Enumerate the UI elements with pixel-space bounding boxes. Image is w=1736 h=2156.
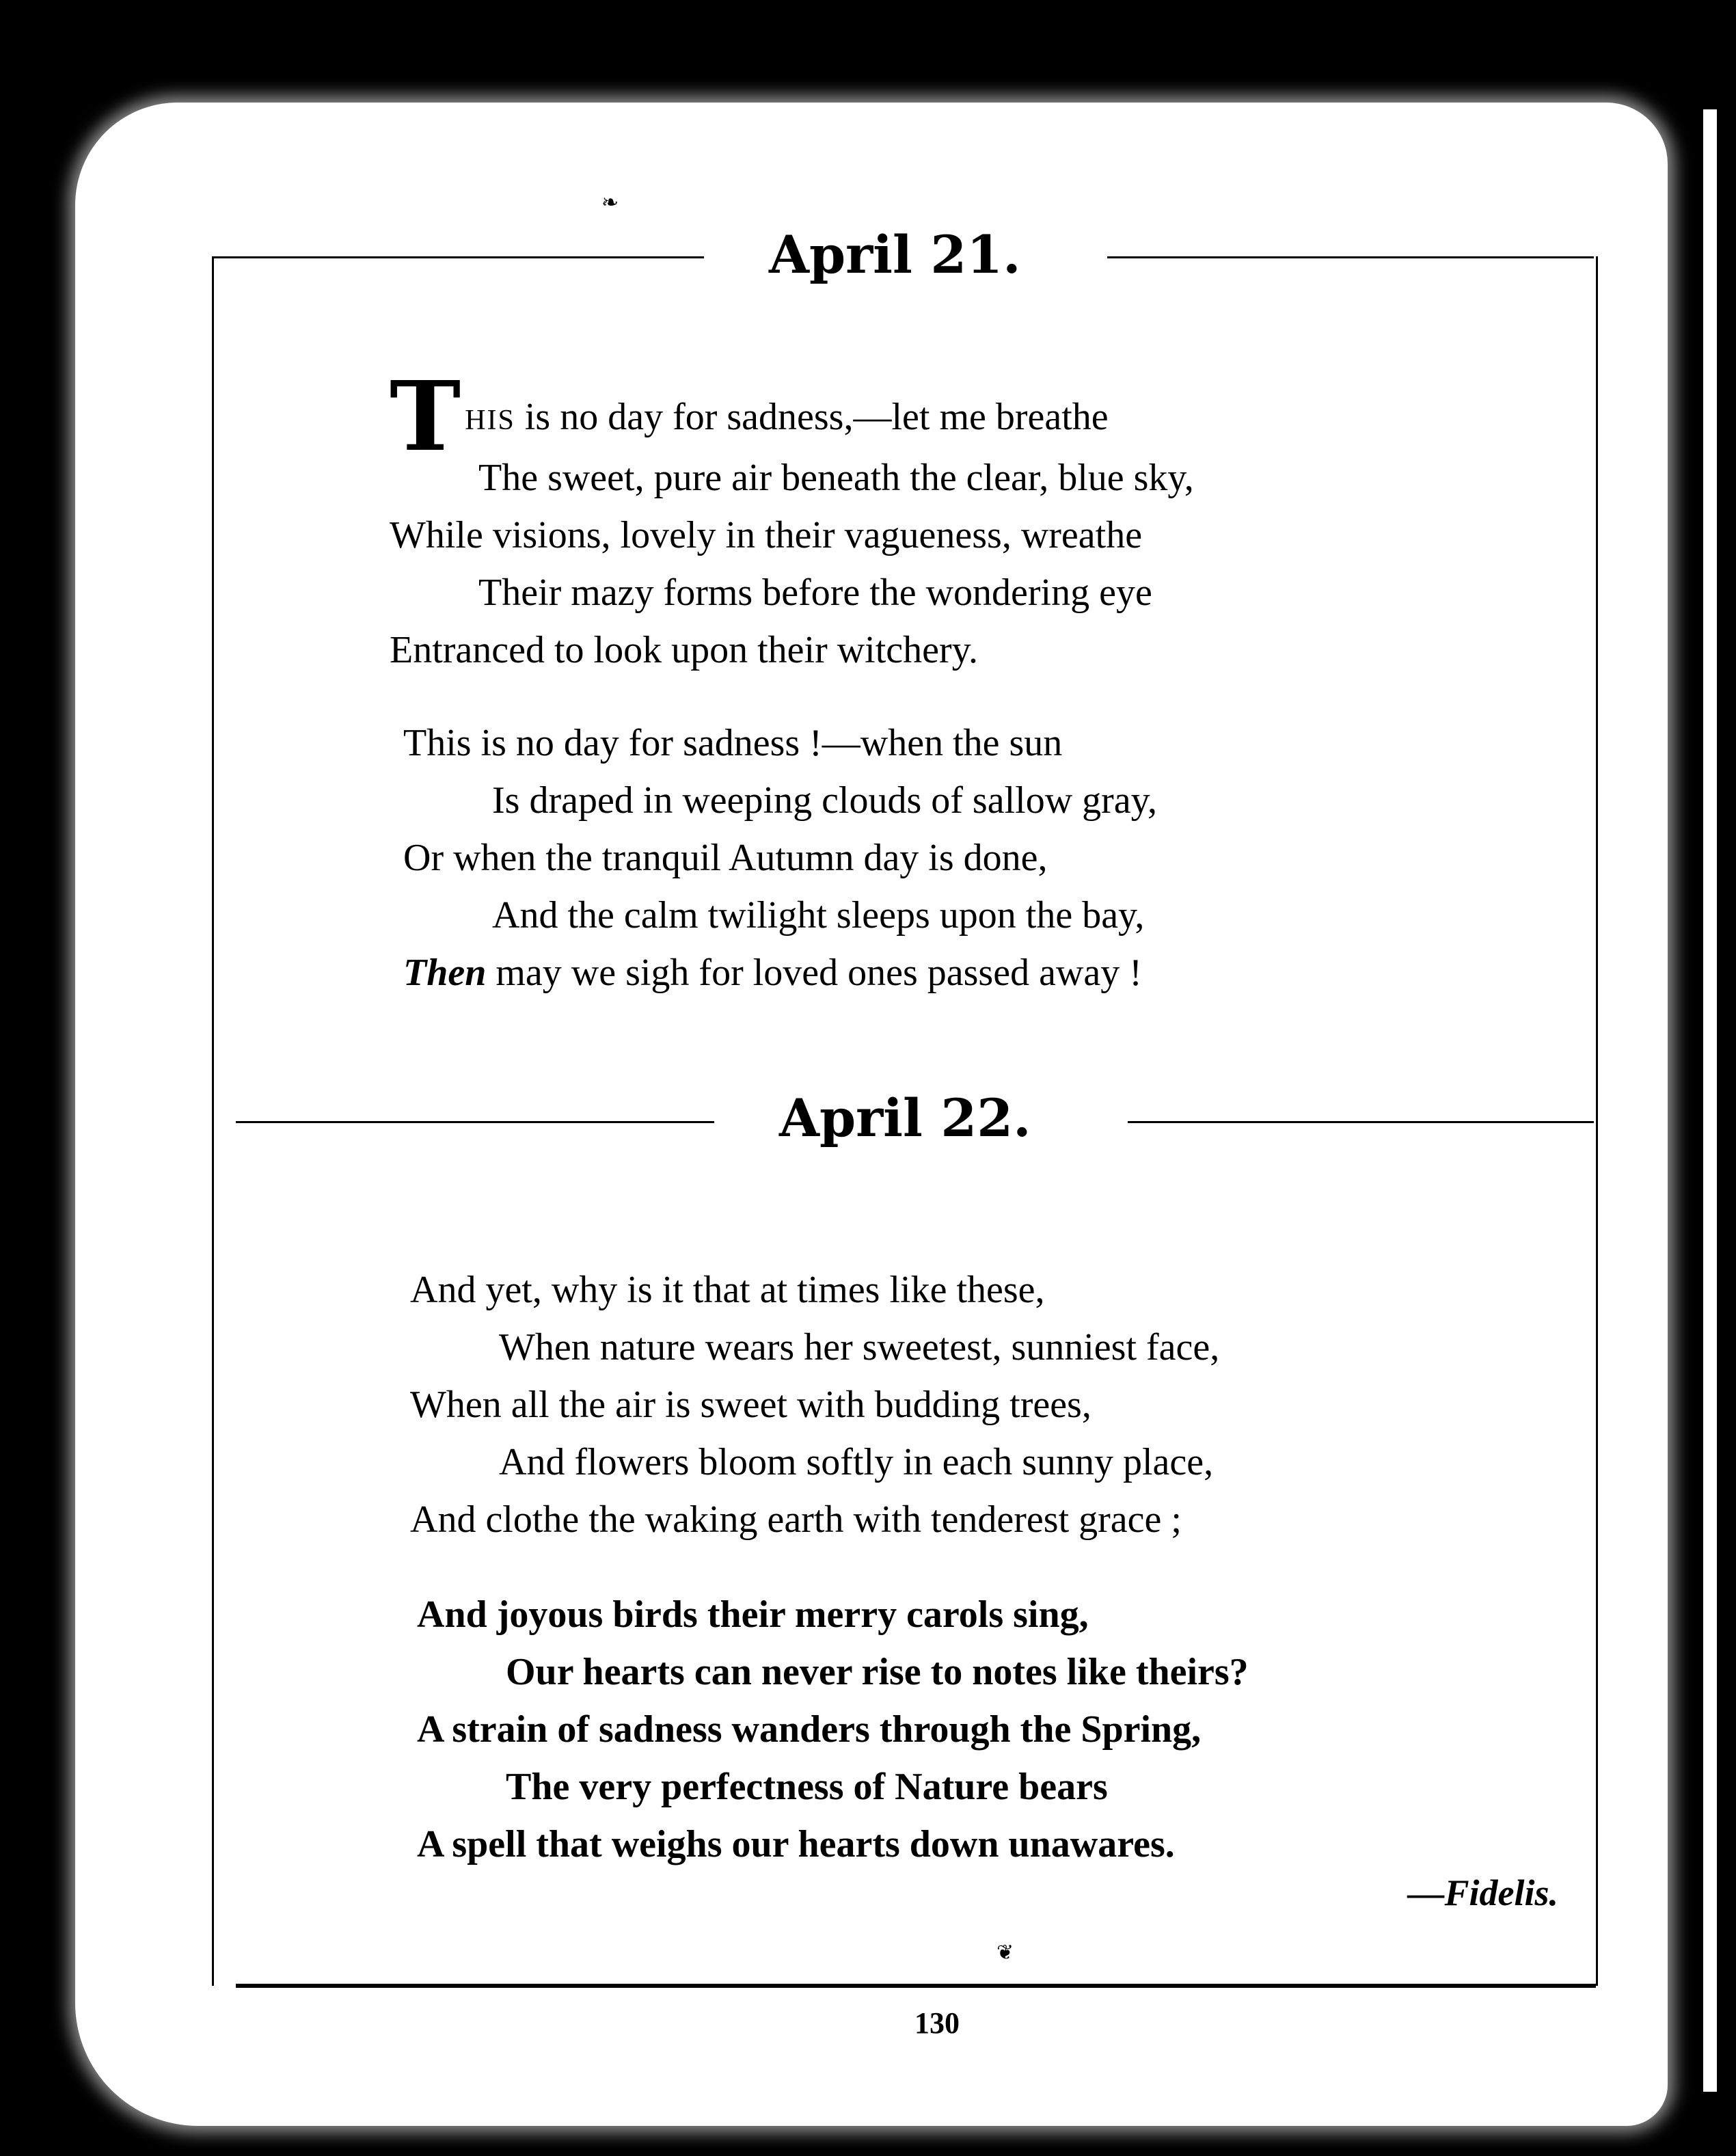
poem-line: Their mazy forms before the wondering eye [478,571,1152,614]
poem-line: While visions, lovely in their vagueness, wreathe [390,514,1143,556]
ornament-icon: ❦ [996,1941,1014,1964]
heading-rule-right [1128,1121,1594,1123]
adjacent-page-edge [1703,109,1717,2092]
poem-line: The sweet, pure air beneath the clear, blue sky, [478,457,1194,499]
poem-line: Is draped in weeping clouds of sallow gray, [492,779,1157,822]
line-text: may we sigh for loved ones passed away ! [486,952,1142,994]
drop-cap: T [390,361,461,473]
poem-line: And flowers bloom softly in each sunny place, [499,1441,1214,1483]
poem-line: A strain of sadness wanders through the Spring, [417,1708,1202,1751]
emphasized-word: Then [403,952,487,994]
poem-line: When all the air is sweet with budding trees, [410,1384,1091,1426]
stanza [417,1586,1249,1873]
heading-rule-left [236,1121,714,1123]
heading-rule-left [212,256,704,258]
ornament-icon: ❧ [601,191,619,214]
poem-line: And clothe the waking earth with tenderest grace ; [410,1498,1182,1541]
stanza [390,361,1194,679]
poem-line: And joyous birds their merry carols sing, [417,1593,1089,1636]
poem-line [390,361,1194,473]
small-caps-word: HIS [465,405,515,436]
line-text: is no day for sadness,—let me breathe [515,396,1109,438]
poem-line: This is no day for sadness !—when the sun [403,722,1063,764]
stanza [403,714,1157,1001]
poem-line: Our hearts can never rise to notes like theirs? [506,1651,1249,1693]
poem-line: Or when the tranquil Autumn day is done, [403,837,1048,879]
entry-heading: April 22. [779,1088,1031,1148]
poem-line: A spell that weighs our hearts down unawares. [417,1823,1175,1865]
attribution: —Fidelis. [1407,1872,1558,1913]
entry-heading: April 21. [769,224,1021,285]
poem-line: When nature wears her sweetest, sunniest face, [499,1326,1220,1369]
poem-line: The very perfectness of Nature bears [506,1766,1108,1808]
heading-rule-right [1107,256,1594,258]
poem-line: And the calm twilight sleeps upon the bay, [492,894,1145,936]
stanza [410,1261,1219,1548]
poem-line: And yet, why is it that at times like these, [410,1269,1045,1311]
poem-line: Entranced to look upon their witchery. [390,629,978,671]
page-number: 130 [914,2006,960,2040]
poem-line [403,944,1157,1001]
bottom-rule [236,1984,1596,1988]
attribution-wrap [1162,1872,1558,1919]
